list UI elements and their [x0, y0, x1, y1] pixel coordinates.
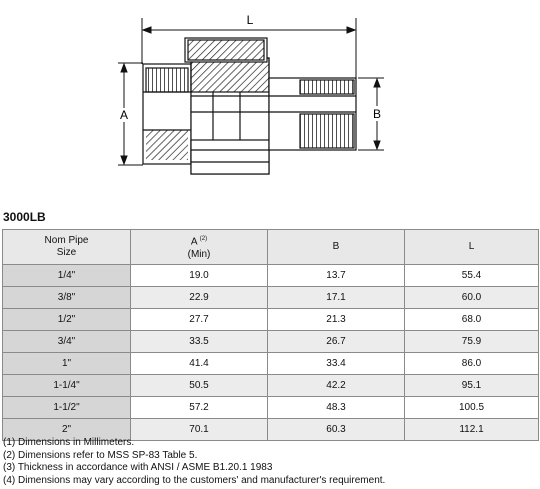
- cell-b: 48.3: [268, 397, 405, 419]
- cell-l: 112.1: [405, 419, 539, 441]
- table-row: [3, 331, 539, 353]
- note-3: (3) Thickness in accordance with ANSI / ASME B1.20.1 1983: [3, 462, 273, 473]
- cell-a: 50.5: [131, 375, 268, 397]
- label-l: L: [246, 13, 254, 27]
- table-row: [3, 353, 539, 375]
- cell-l: 100.5: [405, 397, 539, 419]
- cell-size: 1": [3, 353, 131, 375]
- header-a: [131, 230, 268, 265]
- cell-a: 33.5: [131, 331, 268, 353]
- cell-size: 3/4": [3, 331, 131, 353]
- cell-size: 2": [3, 419, 131, 441]
- cell-l: 55.4: [405, 265, 539, 287]
- cell-size: 1-1/2": [3, 397, 131, 419]
- cell-size: 3/8": [3, 287, 131, 309]
- header-l: L: [405, 230, 539, 265]
- cell-l: 86.0: [405, 353, 539, 375]
- note-4: (4) Dimensions may vary according to the customers' and manufacturer's requirement.: [3, 474, 386, 486]
- cell-b: 42.2: [268, 375, 405, 397]
- cell-l: 68.0: [405, 309, 539, 331]
- header-b: B: [268, 230, 405, 265]
- table-row: [3, 397, 539, 419]
- note-2: (2) Dimensions refer to MSS SP-83 Table 5.: [3, 449, 198, 461]
- fitting-body: [143, 38, 356, 174]
- cell-a: 27.7: [131, 309, 268, 331]
- cell-a: 19.0: [131, 265, 268, 287]
- note-1: (1) Dimensions in Millimeters.: [3, 437, 135, 448]
- cell-b: 21.3: [268, 309, 405, 331]
- cell-a: 41.4: [131, 353, 268, 375]
- cell-a: 70.1: [131, 419, 268, 441]
- section-title: 3000LB: [3, 210, 46, 224]
- cell-b: 33.4: [268, 353, 405, 375]
- header-a-sup: (2): [199, 236, 208, 243]
- cell-a: 57.2: [131, 397, 268, 419]
- cell-l: 60.0: [405, 287, 539, 309]
- cell-l: 95.1: [405, 375, 539, 397]
- cell-b: 13.7: [268, 265, 405, 287]
- label-a: A: [119, 108, 129, 122]
- table-row: [3, 265, 539, 287]
- cell-size: 1/2": [3, 309, 131, 331]
- dimensions-table: [2, 229, 539, 441]
- table-row: [3, 287, 539, 309]
- table-header-row: [3, 230, 539, 265]
- table-row: [3, 309, 539, 331]
- cell-b: 60.3: [268, 419, 405, 441]
- notes: [3, 437, 385, 487]
- cell-size: 1-1/4": [3, 375, 131, 397]
- header-nom-pipe-line2: Size: [56, 247, 77, 258]
- cell-size: 1/4": [3, 265, 131, 287]
- cell-b: 17.1: [268, 287, 405, 309]
- cell-a: 22.9: [131, 287, 268, 309]
- table-row: [3, 375, 539, 397]
- header-a-label: A: [190, 236, 197, 248]
- cell-b: 26.7: [268, 331, 405, 353]
- cell-l: 75.9: [405, 331, 539, 353]
- union-fitting-drawing: [0, 0, 540, 205]
- header-nom-pipe-line1: Nom Pipe: [44, 235, 89, 246]
- label-b: B: [372, 107, 382, 121]
- header-nom-pipe-size: [3, 230, 131, 265]
- header-a-line2: (Min): [187, 248, 211, 260]
